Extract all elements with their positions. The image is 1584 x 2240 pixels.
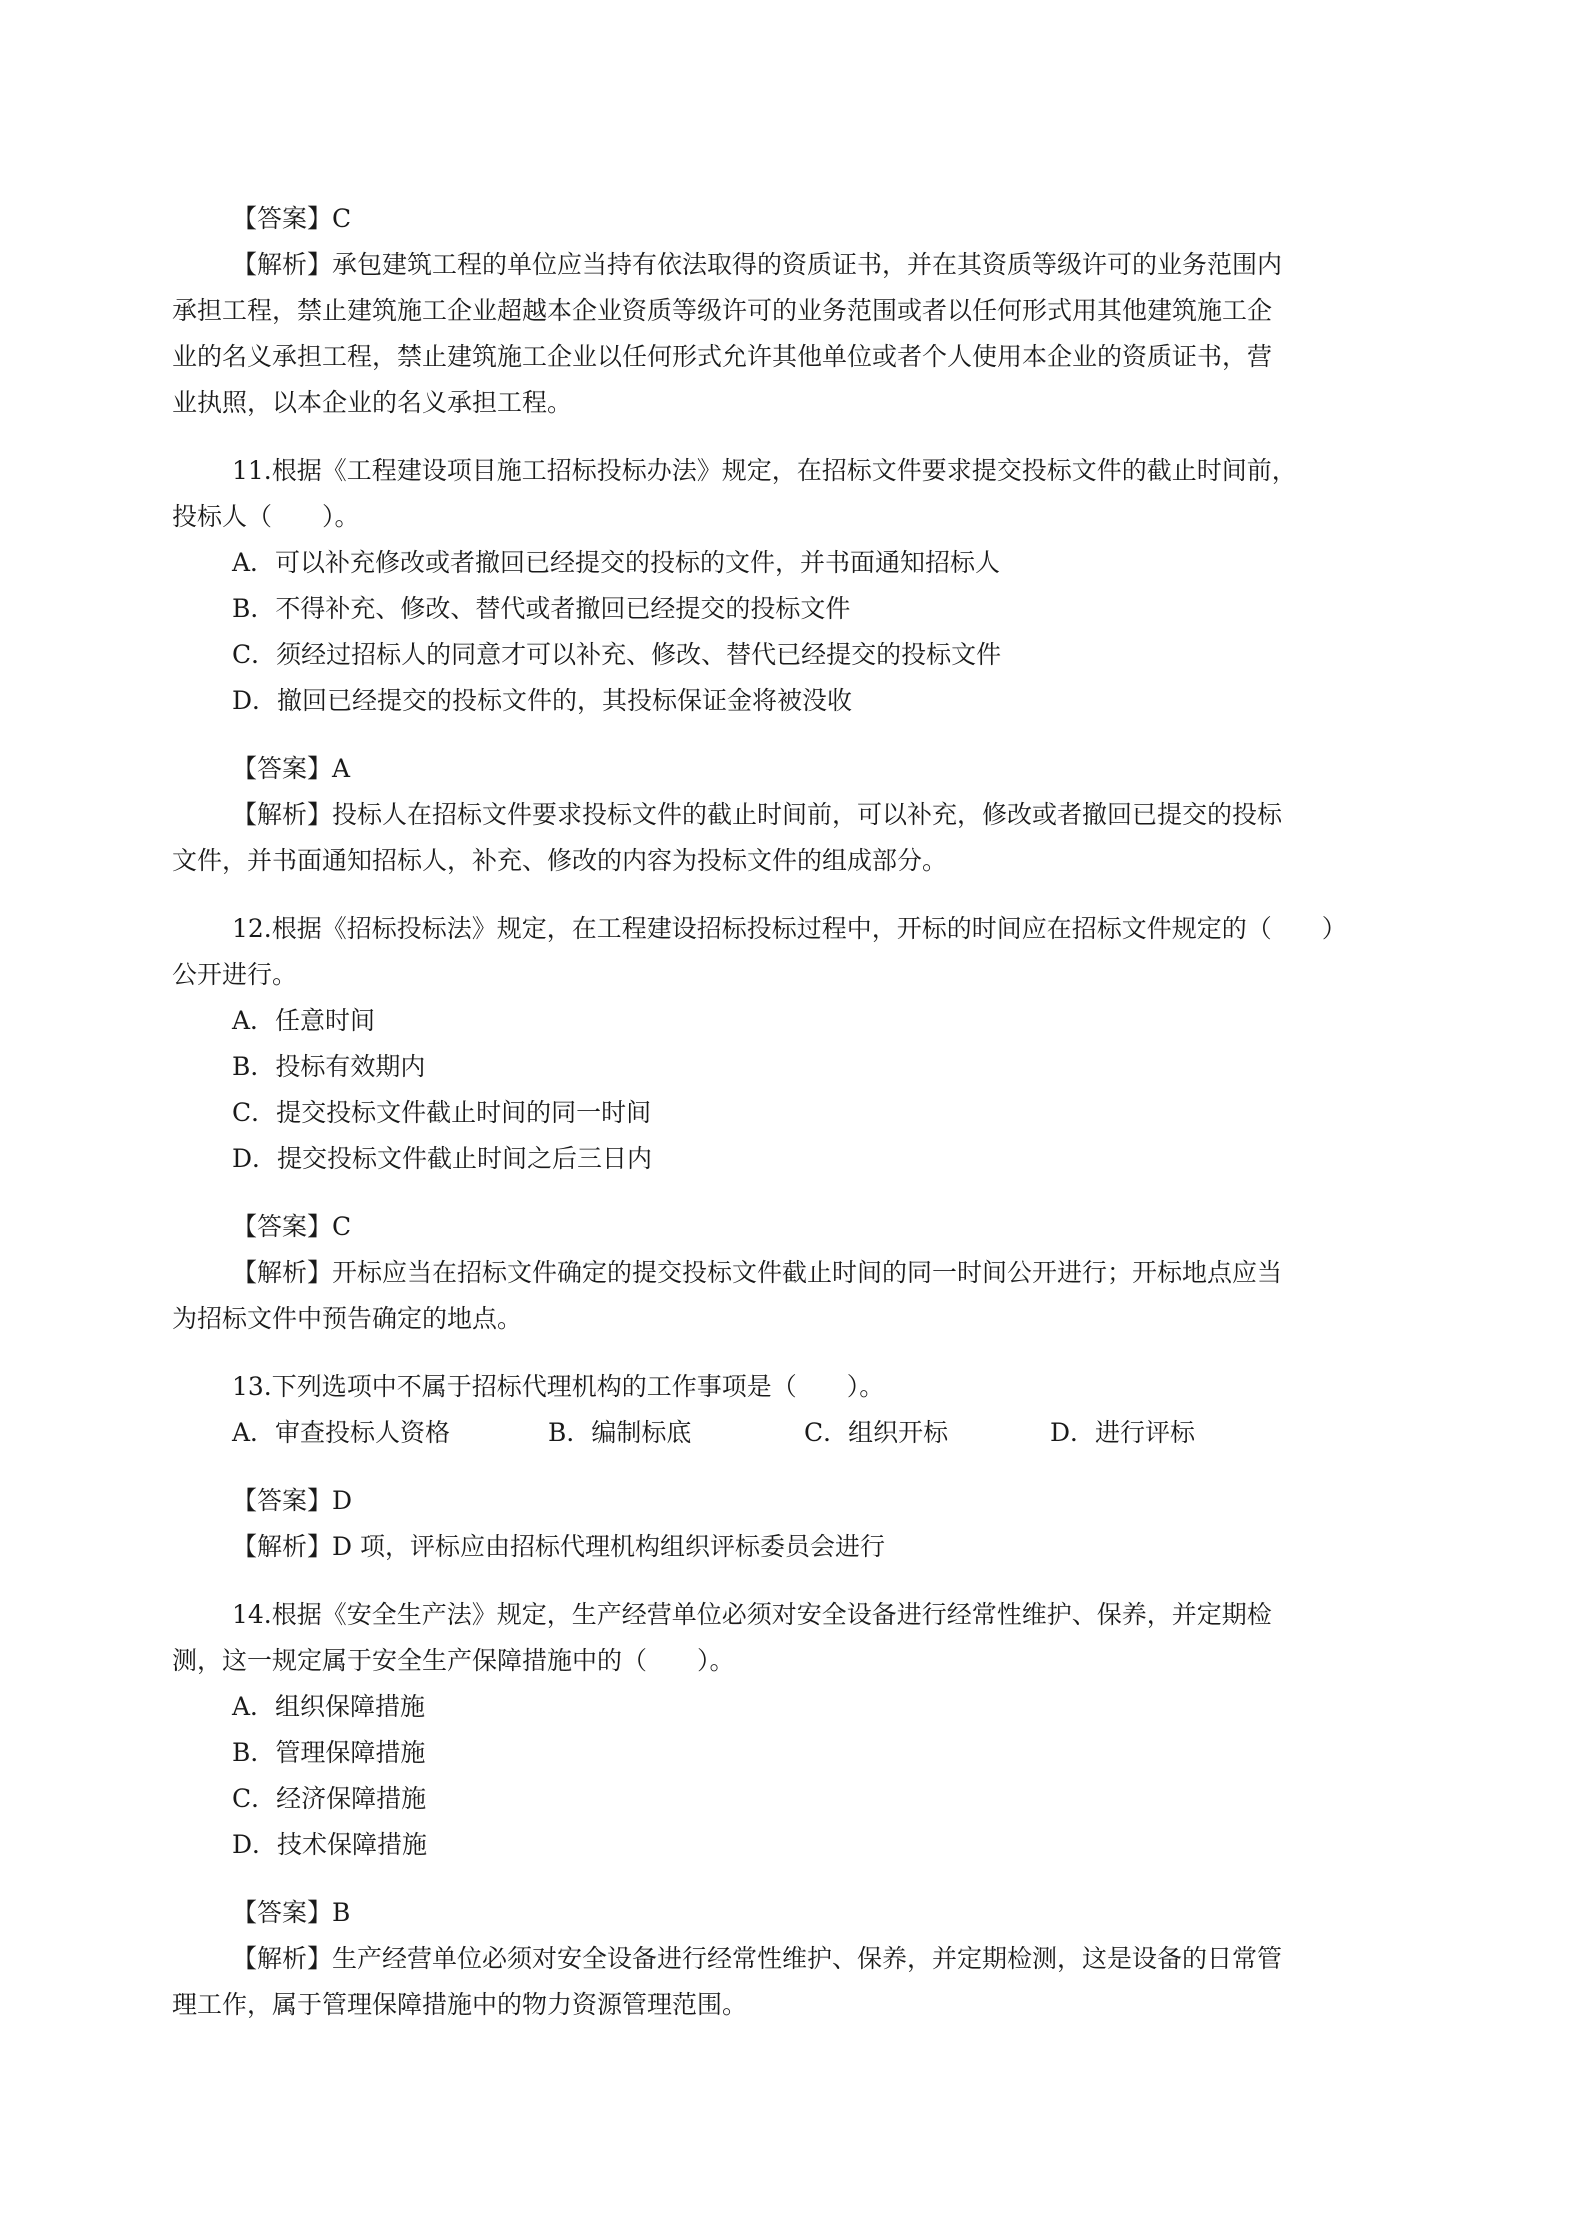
q14-stem: 14.根据《安全生产法》规定，生产经营单位必须对安全设备进行经常性维护、保养，并定期检 xyxy=(232,1600,1272,1629)
q14-option: B．管理保障措施 xyxy=(232,1738,426,1767)
q10-analysis-line: 业的名义承担工程，禁止建筑施工企业以任何形式允许其他单位或者个人使用本企业的资质证书，营 xyxy=(172,342,1273,371)
q13-analysis-line: 【解析】D 项，评标应由招标代理机构组织评标委员会进行 xyxy=(232,1532,885,1561)
q10-block xyxy=(172,196,1412,426)
q12-block xyxy=(172,906,1412,1342)
q10-analysis-line: 承担工程，禁止建筑施工企业超越本企业资质等级许可的业务范围或者以任何形式用其他建筑施工企 xyxy=(172,296,1273,325)
q11-option: D．撤回已经提交的投标文件的，其投标保证金将被没收 xyxy=(232,686,853,715)
q13-option: A．审查投标人资格 xyxy=(232,1418,451,1447)
q11-answer: 【答案】A xyxy=(232,754,351,783)
q11-option: A．可以补充修改或者撤回已经提交的投标的文件，并书面通知招标人 xyxy=(232,548,1001,577)
q12-analysis-line: 【解析】开标应当在招标文件确定的提交投标文件截止时间的同一时间公开进行；开标地点应当 xyxy=(232,1258,1283,1287)
q12-analysis-line: 为招标文件中预告确定的地点。 xyxy=(172,1304,523,1333)
q11-stem: 11.根据《工程建设项目施工招标投标办法》规定，在招标文件要求提交投标文件的截止时间前， xyxy=(232,456,1297,485)
q13-stem: 13.下列选项中不属于招标代理机构的工作事项是（ ）。 xyxy=(232,1372,885,1401)
q10-analysis-line: 业执照，以本企业的名义承担工程。 xyxy=(172,388,573,417)
q14-stem: 测，这一规定属于安全生产保障措施中的（ ）。 xyxy=(172,1646,735,1675)
q10-analysis-line: 【解析】承包建筑工程的单位应当持有依法取得的资质证书，并在其资质等级许可的业务范围内 xyxy=(232,250,1283,279)
q13-option: D．进行评标 xyxy=(1050,1418,1196,1447)
q12-answer: 【答案】C xyxy=(232,1212,352,1241)
q13-block xyxy=(172,1364,1412,1570)
q14-analysis-line: 理工作，属于管理保障措施中的物力资源管理范围。 xyxy=(172,1990,748,2019)
q10-answer: 【答案】C xyxy=(232,204,352,233)
document-page xyxy=(172,196,1412,2028)
q11-option: B．不得补充、修改、替代或者撤回已经提交的投标文件 xyxy=(232,594,851,623)
q12-option: A．任意时间 xyxy=(232,1006,376,1035)
q13-options-row xyxy=(172,1410,1412,1456)
q12-stem: 公开进行。 xyxy=(172,960,298,989)
q12-stem: 12.根据《招标投标法》规定，在工程建设招标投标过程中，开标的时间应在招标文件规定的（ ） xyxy=(232,914,1347,943)
q12-option: C．提交投标文件截止时间的同一时间 xyxy=(232,1098,652,1127)
q11-analysis-line: 文件，并书面通知招标人，补充、修改的内容为投标文件的组成部分。 xyxy=(172,846,948,875)
q11-block xyxy=(172,448,1412,884)
q14-option: A．组织保障措施 xyxy=(232,1692,426,1721)
q14-block xyxy=(172,1592,1412,2028)
q11-option: C．须经过招标人的同意才可以补充、修改、替代已经提交的投标文件 xyxy=(232,640,1002,669)
q14-option: C．经济保障措施 xyxy=(232,1784,427,1813)
q11-stem: 投标人（ ）。 xyxy=(172,502,360,531)
q14-answer: 【答案】B xyxy=(232,1898,351,1927)
q12-option: B．投标有效期内 xyxy=(232,1052,426,1081)
q14-analysis-line: 【解析】生产经营单位必须对安全设备进行经常性维护、保养，并定期检测，这是设备的日常管 xyxy=(232,1944,1283,1973)
q13-option: C．组织开标 xyxy=(804,1418,949,1447)
q13-answer: 【答案】D xyxy=(232,1486,353,1515)
q13-option: B．编制标底 xyxy=(548,1418,692,1447)
q14-option: D．技术保障措施 xyxy=(232,1830,428,1859)
q12-option: D．提交投标文件截止时间之后三日内 xyxy=(232,1144,653,1173)
q11-analysis-line: 【解析】投标人在招标文件要求投标文件的截止时间前，可以补充，修改或者撤回已提交的投标 xyxy=(232,800,1283,829)
